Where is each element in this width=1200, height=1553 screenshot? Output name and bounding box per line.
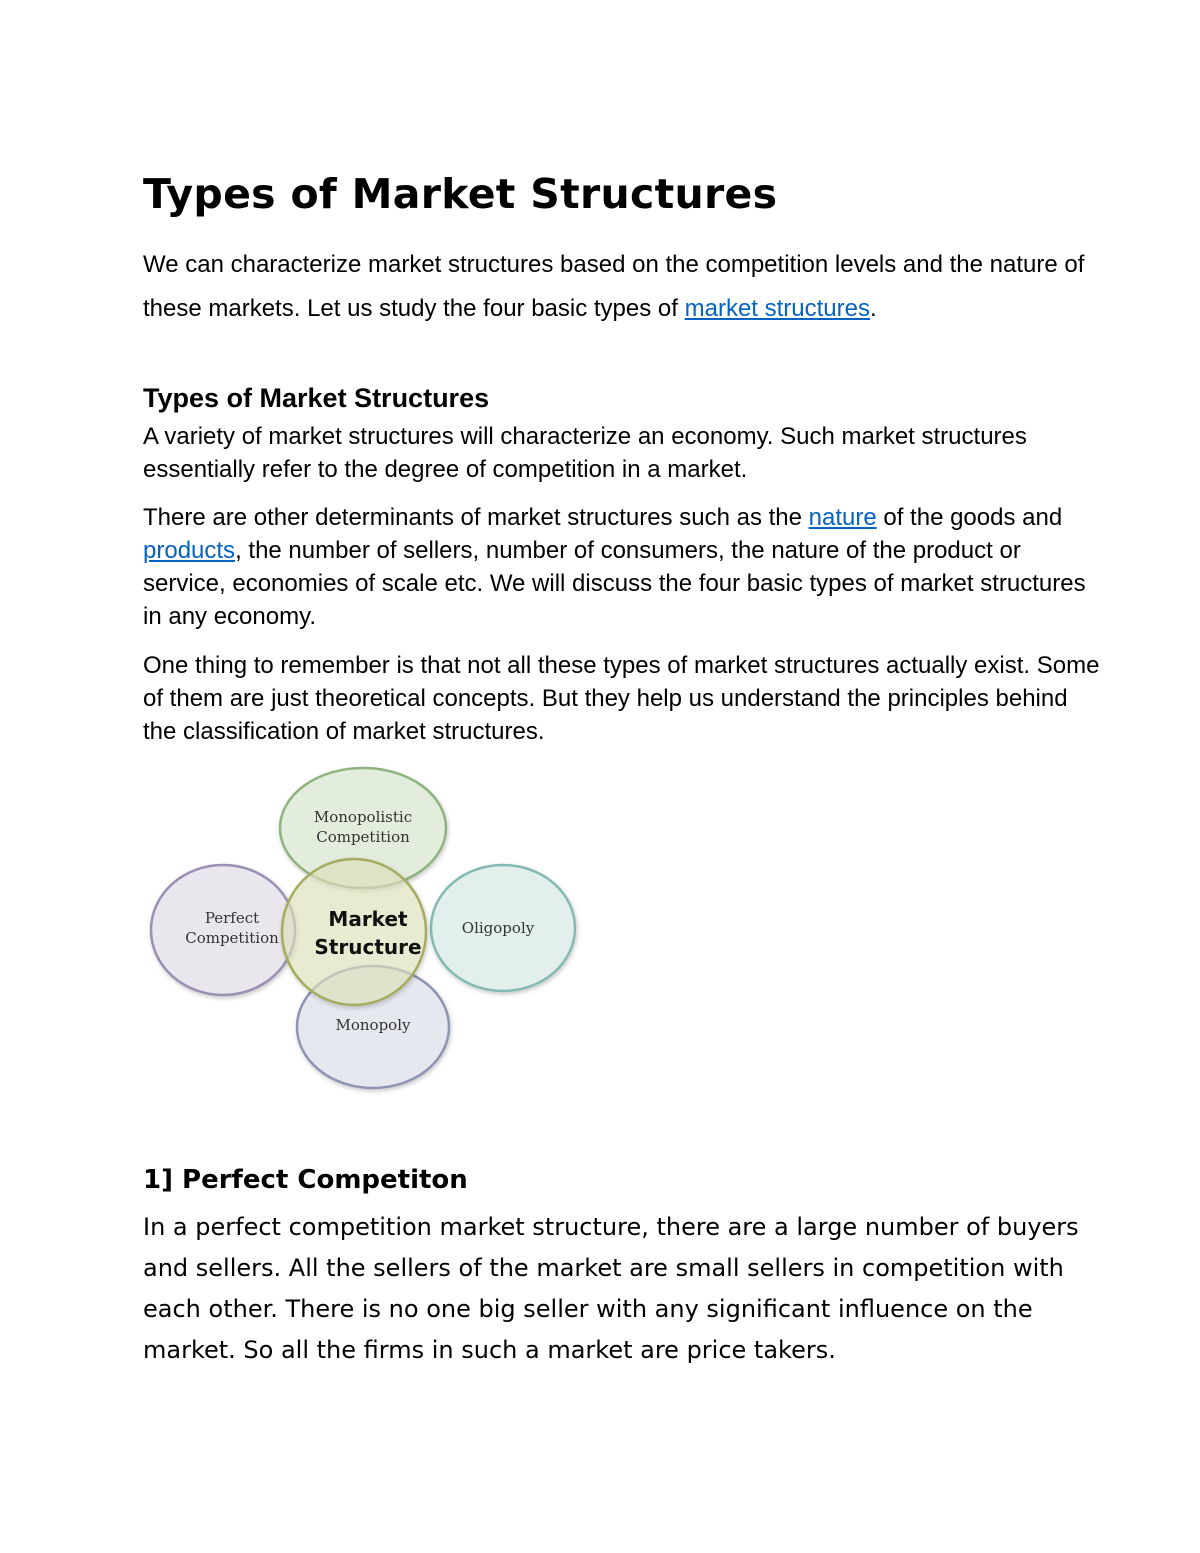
perfect-competition-heading: 1] Perfect Competiton [143, 1165, 468, 1195]
para2-text-c: , the number of sellers, number of consumers, the nature of the product or service, economies of scale etc. We will discuss the four basic types of market structures in any economy. [143, 537, 1086, 630]
market-structure-diagram [140, 760, 590, 1100]
nature-link[interactable]: nature [808, 504, 877, 531]
section-heading: Types of Market Structures [143, 383, 490, 413]
paragraph-variety: A variety of market structures will characterize an economy. Such market structures essentially refer to the degree of competition in a market. [143, 423, 1027, 483]
center-label-line1: Market [328, 907, 408, 931]
right-label: Oligopoly [461, 919, 535, 937]
market-structure-center-circle [282, 859, 426, 1005]
para2-text-b: of the goods and [876, 504, 1063, 531]
intro-end: . [870, 295, 877, 322]
top-label-line2: Competition [316, 828, 410, 846]
left-label-line2: Competition [185, 929, 279, 947]
intro-paragraph [143, 243, 1103, 331]
market-structures-link[interactable]: market structures [684, 295, 870, 322]
left-label-line1: Perfect [204, 909, 260, 927]
paragraph-perfect-competition: In a perfect competition market structure, there are a large number of buyers and sellers. All the sellers of the market are small sellers in competition with each other. There is no one big seller with any significant influence on the market. So all the firms in such a market are price takers. [143, 1213, 1079, 1364]
intro-text: We can characterize market structures based on the competition levels and the nature of these markets. Let us study the four basic types of [143, 251, 1085, 322]
products-link[interactable]: products [143, 537, 236, 564]
center-label-line2: Structure [314, 935, 422, 959]
document-title: Types of Market Structures [143, 170, 778, 218]
top-label-line1: Monopolistic [313, 808, 413, 826]
bottom-label: Monopoly [335, 1016, 411, 1034]
para2-text-a: There are other determinants of market structures such as the [143, 504, 809, 531]
paragraph-determinants [143, 501, 1103, 633]
paragraph-remember: One thing to remember is that not all these types of market structures actually exist. Some of them are just theoretical concepts. But they help us understand the principles behind the classification of market structures. [143, 652, 1100, 745]
